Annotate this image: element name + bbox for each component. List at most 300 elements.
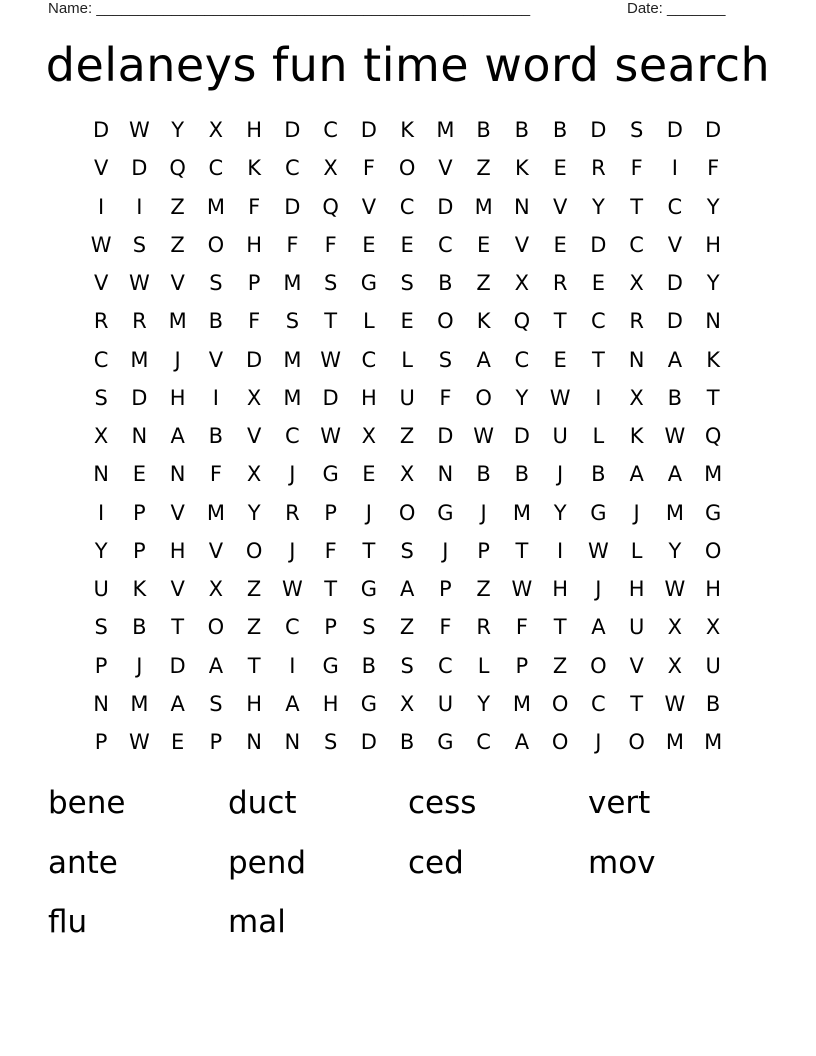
grid-letter: H [246,232,263,257]
grid-letter: X [629,385,644,410]
date-field: Date: _______ [627,0,726,17]
grid-letter: L [477,653,490,678]
grid-letter: G [360,691,378,716]
grid-letter: O [551,730,569,755]
grid-letter: D [705,118,722,143]
grid-letter: D [590,232,607,257]
grid-letter: A [208,653,224,678]
grid-letter: C [285,424,300,449]
grid-letter: H [169,385,186,410]
grid-letter: S [94,615,108,640]
grid-letter: B [476,462,491,487]
grid-letter: D [322,385,339,410]
grid-letter: A [667,347,683,372]
grid-letter: K [476,309,491,334]
grid-letter: C [514,347,530,372]
grid-letter: Z [170,194,185,219]
grid-row [82,111,732,149]
grid-letter: Z [476,156,491,181]
grid-letter: F [439,385,452,410]
grid-letter: S [132,232,147,257]
grid-letter: H [322,691,339,716]
grid-letter: J [480,500,487,525]
grid-letter: R [591,156,606,181]
grid-letter: O [437,309,454,334]
grid-letter: B [667,385,683,410]
grid-letter: M [283,271,302,296]
grid-letter: O [398,156,416,181]
grid-letter: N [628,347,645,372]
grid-letter: L [401,347,413,372]
grid-letter: T [706,385,720,410]
grid-letter: G [322,653,339,678]
grid-letter: P [209,730,223,755]
grid-letter: U [93,577,109,602]
grid-row [82,149,732,187]
grid-letter: I [595,385,602,410]
grid-letter: T [630,194,644,219]
grid-letter: S [209,691,223,716]
grid-letter: H [246,118,263,143]
grid-letter: X [629,271,644,296]
grid-letter: C [667,194,683,219]
grid-letter: C [591,691,606,716]
grid-letter: A [285,691,300,716]
grid-letter: F [209,462,222,487]
grid-letter: E [553,232,567,257]
grid-letter: D [93,118,110,143]
grid-letter: J [557,462,564,487]
grid-letter: X [361,424,377,449]
grid-letter: M [474,194,493,219]
grid-letter: U [628,615,645,640]
word-list-item: pend [228,844,307,881]
name-field: Name: ____________________________________________________ [48,0,531,17]
grid-letter: K [247,156,262,181]
grid-letter: H [360,385,377,410]
grid-letter: A [170,691,185,716]
grid-row [82,494,732,532]
grid-letter: Z [399,615,415,640]
grid-letter: A [399,577,415,602]
grid-letter: P [94,653,108,678]
word-list-item: ante [48,844,118,881]
grid-letter: M [168,309,187,334]
grid-letter: M [665,500,684,525]
grid-letter: V [667,232,683,257]
grid-letter: S [400,538,414,563]
grid-letter: V [629,653,644,678]
grid-letter: I [289,653,296,678]
grid-letter: H [705,232,722,257]
grid-letter: W [320,424,341,449]
grid-letter: C [93,347,109,372]
grid-letter: O [475,385,492,410]
grid-letter: M [130,347,149,372]
grid-letter: N [93,462,109,487]
grid-letter: O [207,615,225,640]
grid-letter: G [360,271,378,296]
grid-letter: V [93,271,109,296]
grid-letter: X [93,424,109,449]
grid-letter: Y [171,118,185,143]
grid-letter: T [553,615,567,640]
grid-letter: L [630,538,643,563]
grid-letter: L [592,424,605,449]
word-list-item: mov [588,844,656,881]
grid-letter: P [94,730,108,755]
grid-letter: Y [515,385,529,410]
grid-letter: V [438,156,453,181]
grid-letter: C [399,194,415,219]
grid-letter: W [128,271,150,296]
grid-letter: Z [476,271,491,296]
grid-letter: T [515,538,529,563]
grid-letter: B [132,615,147,640]
grid-letter: Y [706,271,720,296]
grid-letter: S [400,653,414,678]
grid-letter: D [246,347,263,372]
word-list-item: duct [228,785,297,821]
grid-letter: T [362,538,376,563]
grid-letter: P [247,271,261,296]
grid-letter: D [513,424,530,449]
grid-letter: M [665,730,684,755]
grid-letter: G [437,730,454,755]
grid-letter: H [628,577,645,602]
grid-letter: V [361,194,377,219]
grid-letter: E [553,347,567,372]
grid-letter: O [245,538,263,563]
grid-letter: Y [706,194,720,219]
grid-letter: S [94,385,108,410]
grid-letter: X [514,271,530,296]
grid-letter: S [438,347,453,372]
grid-letter: X [208,118,224,143]
grid-letter: N [93,691,109,716]
grid-letter: P [133,538,146,563]
grid-letter: X [246,385,262,410]
grid-letter: X [246,462,262,487]
grid-letter: R [93,309,109,334]
grid-letter: D [666,271,683,296]
word-list-item: bene [48,785,126,821]
grid-letter: B [361,653,377,678]
grid-letter: B [705,691,721,716]
grid-letter: X [667,615,683,640]
grid-letter: V [170,500,185,525]
grid-letter: M [704,730,723,755]
grid-letter: A [170,424,185,449]
grid-letter: M [512,500,531,525]
word-list-item: ced [408,844,464,881]
grid-letter: X [667,653,683,678]
grid-letter: G [704,500,722,525]
grid-letter: W [473,424,494,449]
grid-letter: M [283,347,302,372]
grid-letter: F [248,309,261,334]
grid-letter: N [437,462,454,487]
grid-letter: Z [246,577,262,602]
grid-letter: P [477,538,490,563]
grid-letter: A [667,462,683,487]
grid-letter: C [323,118,338,143]
grid-letter: R [629,309,644,334]
grid-letter: Z [552,653,568,678]
grid-letter: K [706,347,721,372]
grid-letter: X [208,577,224,602]
grid-letter: M [512,691,531,716]
grid-letter: H [552,577,569,602]
grid-letter: Y [94,538,108,563]
grid-row [82,570,732,608]
grid-letter: E [400,232,414,257]
grid-letter: O [704,538,722,563]
grid-letter: E [400,309,414,334]
grid-letter: C [285,615,300,640]
grid-letter: A [629,462,644,487]
grid-row [82,264,732,302]
grid-letter: Z [170,232,185,257]
grid-letter: Y [553,500,567,525]
grid-letter: O [551,691,569,716]
grid-letter: J [136,653,143,678]
grid-letter: K [400,118,415,143]
grid-letter: C [285,156,300,181]
grid-letter: V [170,577,185,602]
grid-letter: L [363,309,375,334]
grid-letter: D [360,730,377,755]
grid-letter: F [324,538,337,563]
grid-letter: F [707,156,720,181]
grid-letter: V [514,232,530,257]
grid-letter: W [511,577,533,602]
grid-letter: E [362,462,376,487]
grid-letter: W [549,385,571,410]
grid-letter: D [437,194,454,219]
grid-letter: F [515,615,528,640]
grid-letter: U [399,385,415,410]
grid-letter: H [169,538,186,563]
grid-letter: D [666,309,683,334]
grid-letter: S [362,615,376,640]
grid-letter: E [132,462,147,487]
grid-letter: W [281,577,303,602]
grid-letter: E [362,232,376,257]
grid-letter: J [289,462,296,487]
grid-letter: W [664,691,686,716]
grid-letter: O [207,232,225,257]
grid-row [82,341,732,379]
grid-letter: N [246,730,262,755]
word-list-item: vert [588,785,651,821]
grid-row [82,302,732,340]
grid-letter: J [365,500,372,525]
grid-letter: N [705,309,721,334]
grid-row [82,226,732,264]
grid-letter: D [131,385,148,410]
grid-letter: Q [704,424,722,449]
grid-letter: B [399,730,415,755]
word-list-item: mal [228,904,286,940]
grid-letter: Q [513,309,531,334]
grid-letter: G [322,462,339,487]
grid-letter: V [170,271,185,296]
grid-letter: V [93,156,109,181]
grid-letter: E [553,156,567,181]
grid-letter: D [360,118,377,143]
word-list-item: cess [408,785,477,821]
grid-letter: I [98,500,105,525]
grid-letter: H [246,691,263,716]
grid-row [82,455,732,493]
grid-letter: S [285,309,300,334]
grid-letter: M [704,462,723,487]
grid-letter: S [629,118,644,143]
grid-letter: D [590,118,607,143]
grid-letter: F [362,156,375,181]
grid-letter: W [128,730,150,755]
grid-letter: T [591,347,605,372]
grid-letter: Z [476,577,491,602]
grid-letter: A [591,615,606,640]
letter-grid [82,111,732,761]
grid-letter: J [595,577,602,602]
grid-letter: B [208,424,224,449]
grid-letter: F [630,156,643,181]
grid-letter: P [324,615,337,640]
grid-letter: M [206,500,225,525]
grid-letter: O [628,730,645,755]
grid-letter: I [98,194,105,219]
grid-letter: Z [399,424,415,449]
grid-letter: Y [477,691,491,716]
grid-letter: X [323,156,338,181]
grid-letter: E [170,730,185,755]
grid-letter: S [400,271,414,296]
grid-row [82,723,732,761]
page-title: delaneys fun time word search [45,38,771,92]
grid-letter: R [285,500,300,525]
grid-letter: S [323,271,338,296]
grid-letter: P [324,500,337,525]
grid-letter: Y [247,500,261,525]
grid-letter: R [132,309,147,334]
grid-letter: D [169,653,186,678]
grid-letter: C [591,309,606,334]
grid-letter: N [514,194,530,219]
grid-letter: X [399,691,415,716]
grid-letter: W [587,538,609,563]
grid-letter: C [208,156,224,181]
grid-letter: B [514,462,530,487]
grid-letter: W [664,424,686,449]
grid-letter: K [629,424,644,449]
grid-letter: I [136,194,143,219]
grid-letter: Y [591,194,605,219]
grid-letter: U [705,653,721,678]
grid-letter: J [442,538,449,563]
grid-letter: R [552,271,568,296]
grid-letter: C [476,730,491,755]
grid-letter: W [90,232,112,257]
grid-letter: W [128,118,150,143]
grid-letter: O [398,500,416,525]
word-list [48,781,768,960]
grid-letter: G [360,577,378,602]
grid-letter: T [171,615,185,640]
grid-letter: D [666,118,683,143]
grid-letter: J [174,347,181,372]
grid-letter: P [133,500,146,525]
grid-letter: Y [668,538,682,563]
grid-letter: M [206,194,225,219]
grid-letter: C [438,653,453,678]
word-list-item: flu [48,904,88,940]
grid-letter: S [323,730,338,755]
grid-row [82,379,732,417]
grid-letter: T [324,577,338,602]
grid-row [82,532,732,570]
grid-letter: P [515,653,529,678]
grid-letter: X [399,462,415,487]
grid-letter: F [439,615,452,640]
grid-letter: C [361,347,377,372]
grid-row [82,188,732,226]
grid-letter: S [209,271,223,296]
grid-letter: J [289,538,296,563]
grid-letter: F [248,194,261,219]
grid-letter: B [514,118,530,143]
grid-letter: W [664,577,686,602]
grid-letter: B [552,118,568,143]
grid-letter: J [595,730,602,755]
grid-letter: B [438,271,453,296]
grid-row [82,647,732,685]
grid-letter: V [208,538,224,563]
grid-letter: G [437,500,454,525]
grid-letter: I [671,156,678,181]
grid-letter: D [284,118,301,143]
grid-letter: F [286,232,299,257]
grid-row [82,685,732,723]
grid-letter: T [553,309,567,334]
grid-letter: T [324,309,338,334]
grid-letter: N [131,424,148,449]
grid-letter: C [629,232,644,257]
header-fields [48,0,748,20]
grid-letter: V [208,347,224,372]
grid-letter: D [131,156,148,181]
grid-letter: P [439,577,452,602]
grid-letter: T [630,691,644,716]
grid-letter: T [247,653,261,678]
grid-row [82,417,732,455]
grid-letter: G [590,500,607,525]
grid-letter: Q [169,156,186,181]
grid-letter: V [552,194,568,219]
grid-letter: E [476,232,491,257]
grid-letter: D [284,194,301,219]
grid-letter: M [436,118,455,143]
grid-letter: J [633,500,640,525]
grid-letter: K [132,577,147,602]
grid-letter: N [169,462,186,487]
grid-row [82,608,732,646]
grid-letter: I [557,538,564,563]
grid-letter: B [208,309,224,334]
grid-letter: F [324,232,337,257]
